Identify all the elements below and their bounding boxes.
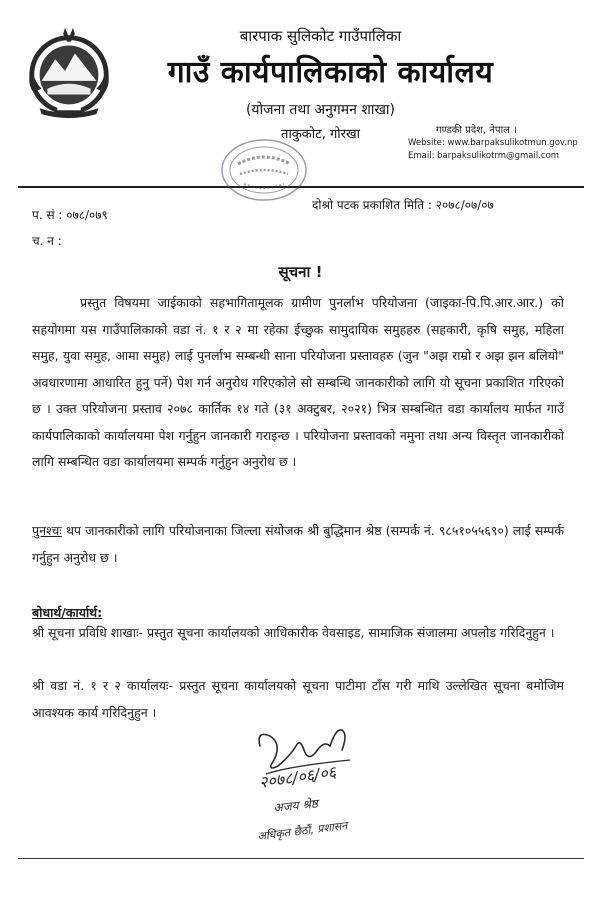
paragraph-body: को सहयोगमा यस गाउँपालिकाको वडा नं. १ र २ मा रहेका ईच्छुक सामुदायिक समुहहरु (सहकारी, कृषि समुह, महिला समुह, युवा समुह, आमा समुह) लाई पुनर्लाभ सम्बन्धी साना परियोजना प्रस्तावहरु (जुन "अझ राम्रो र अझ झन बलियो" अवधारणामा आधारित हुनु पर्ने) पेश गर्न अनुरोध गरिएकोले सो सम्बन्धि जानकारीको लागि यो सूचना प्रकाशित गरिएको छ । उक्त परियोजना प्रस्ताव २०७८ कार्तिक १४ गते (३१ अक्टुबर, २०२१) भित्र सम्बन्धित वडा कार्यालय मार्फत गाउँ कार्यपालिकाको कार्यालयमा पेश गर्नुहुन जानकारी गराइन्छ । परियोजना प्रस्तावको नमुना तथा अन्य विस्तृत जानकारीको लागि सम्बन्धित वडा कार्यालयमा सम्पर्क गर्नुहुन अनुरोध छ । (32, 295, 564, 469)
notice-title: सूचना ! (278, 263, 323, 281)
website-text: Website: www.barpaksulikotmun.gov.np (408, 138, 578, 148)
office-title: गाउँ कार्यपालिकाको कार्यालय (167, 55, 494, 90)
letter-number: प. सं : ०७८/०७९ (32, 208, 108, 222)
signature-date: २०७८/०६/०६ (257, 762, 338, 792)
paragraph-lead: प्रस्तुत विषयमा जाईकाको सहभागितामूलक ग्रामीण पुनर्लाभ परियोजना (जाइका-पि.पि.आर.आर.) (80, 295, 544, 310)
postscript-label: पुनश्चः (32, 523, 62, 538)
email-text: Email: barpaksulikotrm@gmail.com (408, 151, 560, 161)
signature-designation: अधिकृत छैठौं, प्रशासन (256, 819, 349, 843)
handwritten-signature (230, 716, 400, 856)
office-stamp-icon (218, 134, 310, 204)
section-name: (योजना तथा अनुगमन शाखा) (245, 102, 396, 118)
postscript-paragraph (32, 518, 564, 571)
action-heading: बोधार्थ/कार्यार्थ: (32, 605, 103, 620)
province-name: गण्डकी प्रदेश, नेपाल । (436, 125, 517, 136)
header-divider (18, 186, 584, 188)
notice-paragraph (32, 290, 564, 476)
postscript-text: थप जानकारीको लागि परियोजनाका जिल्ला संयोजक श्री बुद्धिमान श्रेष्ठ (सम्पर्क नं. ९८५१०५५६९०) लाई सम्पर्क गर्नुहुन अनुरोध छ । (32, 523, 564, 565)
office-location: ताकुकोट, गोरखा (281, 127, 360, 142)
contact-block (408, 124, 578, 163)
action-item-ward-office: श्री वडा नं. १ र २ कार्यालयः- प्रस्तुत सूचना कार्यालयको सूचना पाटीमा टाँस गरी माथि उल्लेखित सूचना बमोजिम आवश्यक कार्य गरिदिनुहुन । (32, 678, 564, 720)
municipality-name: बारपाक सुलिकोट गाउँपालिका (239, 27, 402, 45)
published-date: दोश्रो पटक प्रकाशित मिति : २०७८/०७/०७ (312, 198, 494, 212)
signature-name: अजय श्रेष्ठ (272, 796, 319, 815)
dispatch-number: च. न : (32, 234, 62, 248)
action-item-it-section: श्री सूचना प्रविधि शाखाः- प्रस्तुत सूचना कार्यालयको आधिकारीक वेवसाइड, सामाजिक संजालमा अपलोड गरिदिनुहुन । (32, 625, 555, 640)
footer-divider (18, 858, 584, 859)
